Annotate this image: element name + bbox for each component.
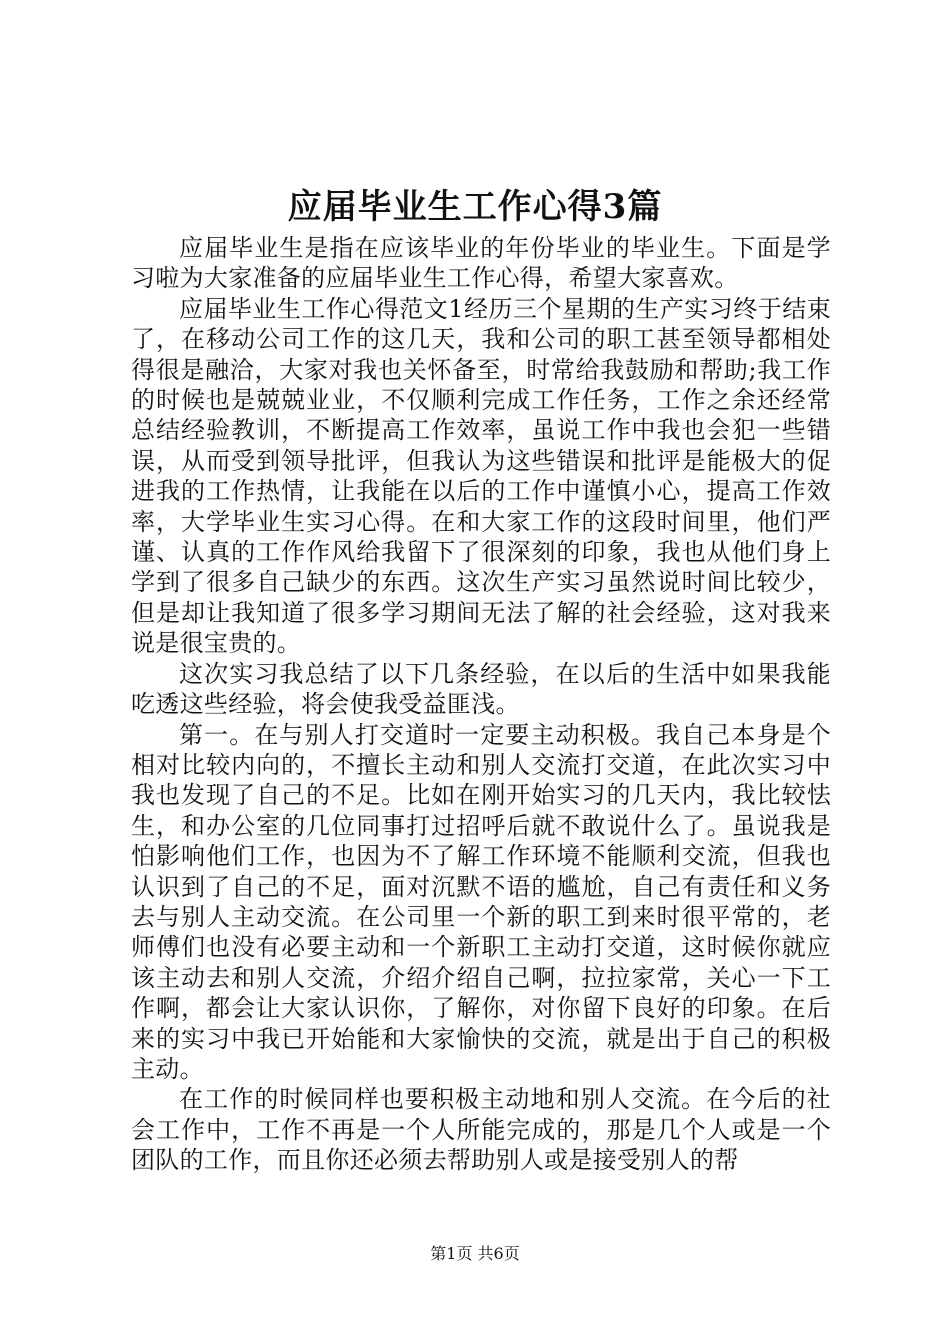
page-title: 应届毕业生工作心得3篇 (287, 187, 663, 227)
paragraph-point-1: 第一。在与别人打交道时一定要主动积极。我自己本身是个相对比较内向的，不擅长主动和别人交流打交道，在此次实习中我也发现了自己的不足。比如在刚开始实习的几天内，我比较怯生，和办公室的几位同事打过招呼后就不敢说什么了。虽说我是怕影响他们工作，也因为不了解工作环境不能顺利交流，但我也认识到了自己的不足，面对沉默不语的尴尬，自己有责任和义务去与别人主动交流。在公司里一个新的职工到来时很平常的，老师傅们也没有必要主动和一个新职工主动打交道，这时候你就应该主动去和别人交流，介绍介绍自己啊，拉拉家常，关心一下工作啊，都会让大家认识你，了解你，对你留下良好的印象。在后来的实习中我已开始能和大家愉快的交流，就是出于自己的积极主动。 (131, 720, 831, 1083)
paragraph-communication: 在工作的时候同样也要积极主动地和别人交流。在今后的社会工作中，工作不再是一个人所能完成的，那是几个人或是一个团队的工作，而且你还必须去帮助别人或是接受别人的帮 (131, 1085, 831, 1175)
paragraph-sample-1: 应届毕业生工作心得范文1经历三个星期的生产实习终于结束了，在移动公司工作的这几天，我和公司的职工甚至领导都相处得很是融洽，大家对我也关怀备至，时常给我鼓励和帮助;我工作的时候也是兢兢业业，不仅顺利完成工作任务，工作之余还经常总结经验教训，不断提高工作效率，虽说工作中我也会犯一些错误，从而受到领导批评，但我认为这些错误和批评是能极大的促进我的工作热情，让我能在以后的工作中谨慎小心，提高工作效率，大学毕业生实习心得。在和大家工作的这段时间里，他们严谨、认真的工作作风给我留下了很深刻的印象，我也从他们身上学到了很多自己缺少的东西。这次生产实习虽然说时间比较少，但是却让我知道了很多学习期间无法了解的社会经验，这对我来说是很宝贵的。 (131, 294, 831, 658)
paragraph-summary: 这次实习我总结了以下几条经验，在以后的生活中如果我能吃透这些经验，将会使我受益匪浅。 (131, 659, 831, 719)
document-body (131, 233, 831, 1176)
page-number-footer: 第1页 共6页 (430, 1244, 520, 1263)
paragraph-intro: 应届毕业生是指在应该毕业的年份毕业的毕业生。下面是学习啦为大家准备的应届毕业生工作心得，希望大家喜欢。 (131, 234, 831, 293)
